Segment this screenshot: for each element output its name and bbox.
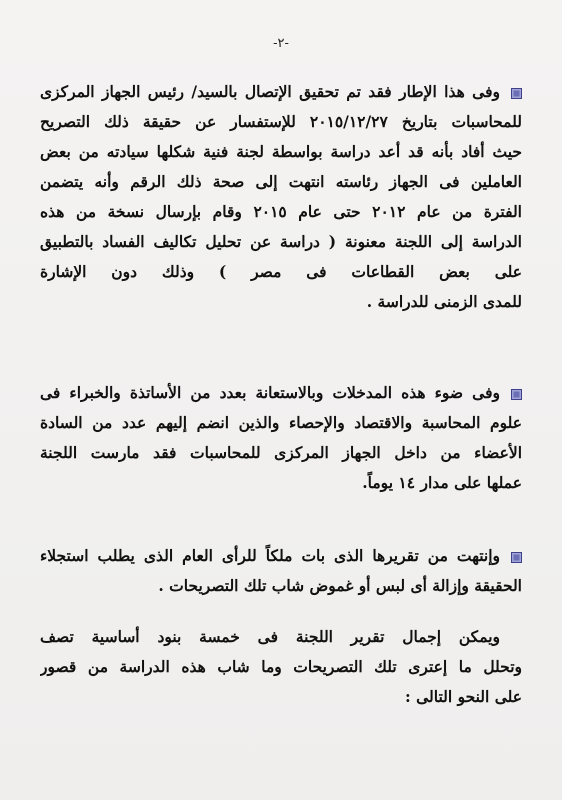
paragraph-line: وتحلل ما إعترى تلك التصريحات وما شاب هذه الدراسة من قصور	[40, 657, 522, 676]
paragraph-line: حيث أفاد بأنه قد أعد دراسة بواسطة لجنة فنية شكلها سيادته من بعض	[40, 142, 522, 161]
paragraph-3	[40, 541, 522, 601]
paragraph-2	[40, 378, 522, 498]
paragraph-line: علوم المحاسبة والاقتصاد والإحصاء والذين انضم إليهم عدد من السادة	[40, 413, 522, 432]
paragraph-line: للمدى الزمنى للدراسة .	[366, 292, 522, 311]
page-number: -٢-	[273, 36, 289, 51]
paragraph-line: وفى هذا الإطار فقد تم تحقيق الإتصال بالسيد/ رئيس الجهاز المركزى	[40, 82, 500, 101]
paragraph-line: ويمكن إجمال تقرير اللجنة فى خمسة بنود أساسية تصف	[40, 627, 500, 646]
paragraph-line: الدراسة إلى اللجنة معنونة ( دراسة عن تحليل تكاليف الفساد بالتطبيق	[40, 232, 522, 251]
paragraph-line: للمحاسبات بتاريخ ٢٠١٥/١٢/٢٧ للإستفسار عن حقيقة ذلك التصريح	[40, 112, 522, 131]
paragraph-4	[40, 622, 522, 712]
paragraph-line: وفى ضوء هذه المدخلات وبالاستعانة بعدد من الأساتذة والخبراء فى	[40, 383, 500, 402]
paragraph-line: عملها على مدار ١٤ يوماً.	[362, 473, 522, 492]
paragraph-line: على النحو التالى :	[405, 687, 522, 706]
paragraph-line: وإنتهت من تقريرها الذى بات ملكاً للرأى العام الذى يطلب استجلاء	[40, 546, 500, 565]
paragraph-1	[40, 77, 522, 317]
paragraph-line: الحقيقة وإزالة أى لبس أو غموض شاب تلك التصريحات .	[158, 576, 522, 595]
paragraph-line: الأعضاء من داخل الجهاز المركزى للمحاسبات فقد مارست اللجنة	[40, 443, 522, 462]
paragraph-line: على بعض القطاعات فى مصر ) وذلك دون الإشارة	[40, 262, 522, 281]
paragraph-line: الفترة من عام ٢٠١٢ حتى عام ٢٠١٥ وقام بإرسال نسخة من هذه	[40, 202, 522, 221]
paragraph-line: العاملين فى الجهاز رئاسته انتهت إلى صحة ذلك الرقم وأنه يتضمن	[40, 172, 522, 191]
